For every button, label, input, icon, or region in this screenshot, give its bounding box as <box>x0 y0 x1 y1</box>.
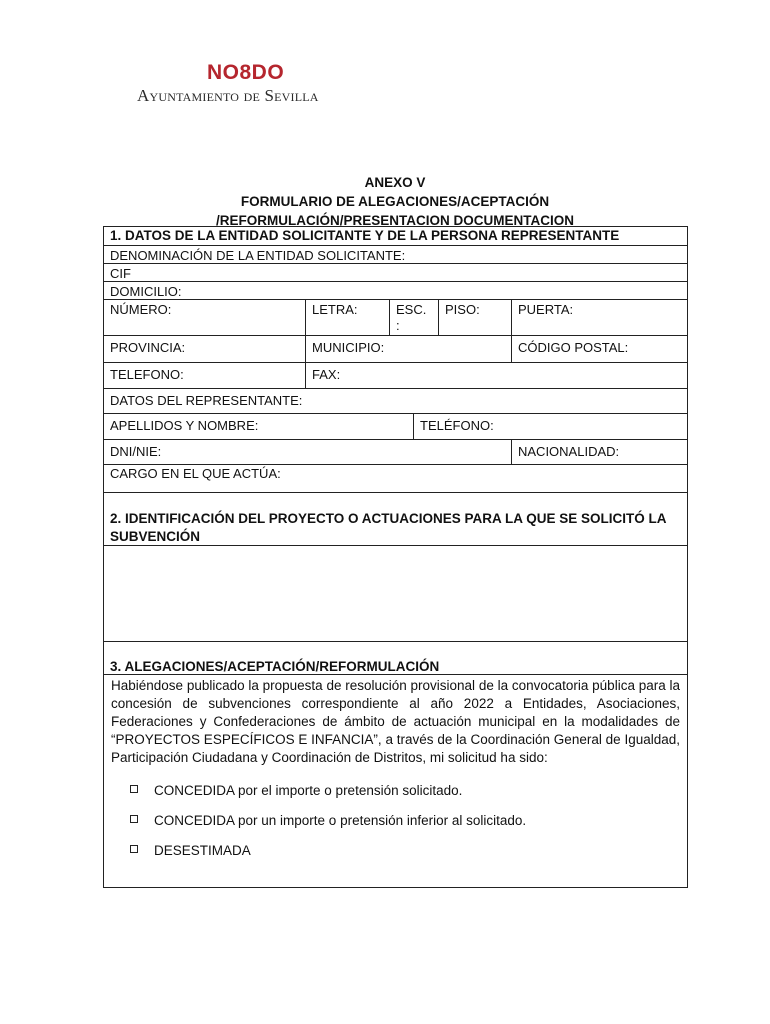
logo-wordmark: Ayuntamiento de Sevilla <box>137 86 319 105</box>
title-line-3: /REFORMULACIÓN/PRESENTACION DOCUMENTACION <box>216 213 574 228</box>
checkbox-icon[interactable] <box>130 785 138 793</box>
section3-heading: 3. ALEGACIONES/ACEPTACIÓN/REFORMULACIÓN <box>110 659 440 674</box>
ayuntamiento-logo <box>137 58 377 110</box>
section3-paragraph: Habiéndose publicado la propuesta de resolución provisional de la convocatoria pública para la concesión de subvenciones correspondiente al año 2022 a Entidades, Asociaciones, Federaciones y Confederaciones de ámbito de actuación municipal en la modalidades de “PROYECTOS ESPECÍFICOS E INFANCIA”, a través de la Coordinación General de Igualdad, Participación Ciudadana y Coordinación de Distritos, mi solicitud ha sido: <box>111 678 680 765</box>
section2-heading-row <box>104 493 687 546</box>
checkbox-icon[interactable] <box>130 815 138 823</box>
municipio-field[interactable]: MUNICIPIO: <box>305 336 511 362</box>
cargo-field[interactable]: CARGO EN EL QUE ACTÚA: <box>110 466 281 481</box>
cif-row <box>104 264 687 282</box>
piso-field[interactable]: PISO: <box>438 300 511 335</box>
section2-answer-area[interactable] <box>104 546 687 642</box>
document-title <box>100 173 690 230</box>
location-row <box>104 336 687 363</box>
provincia-field[interactable]: PROVINCIA: <box>110 340 186 355</box>
title-line-2: FORMULARIO DE ALEGACIONES/ACEPTACIÓN <box>240 194 550 209</box>
contact-row <box>104 363 687 389</box>
rep-name-row <box>104 414 687 440</box>
option-desestimada[interactable] <box>130 842 251 860</box>
telefono-field[interactable]: TELEFONO: <box>110 367 184 382</box>
dni-field[interactable]: DNI/NIE: <box>110 444 162 459</box>
rep-id-row <box>104 440 687 465</box>
cif-field[interactable]: CIF <box>110 266 131 281</box>
datos-representante-label: DATOS DEL REPRESENTANTE: <box>110 393 303 408</box>
domicilio-row <box>104 282 687 300</box>
section2-heading: 2. IDENTIFICACIÓN DEL PROYECTO O ACTUACIONES PARA LA QUE SE SOLICITÓ LA SUBVENCIÓN <box>110 511 667 544</box>
fax-field[interactable]: FAX: <box>305 363 687 388</box>
section1-heading-row <box>104 227 687 246</box>
apellidos-field[interactable]: APELLIDOS Y NOMBRE: <box>110 418 259 433</box>
telefono-rep-field[interactable]: TELÉFONO: <box>413 414 687 439</box>
puerta-field[interactable]: PUERTA: <box>511 300 687 335</box>
cargo-row <box>104 465 687 493</box>
option-concedida-inferior[interactable] <box>130 812 526 830</box>
denominacion-row <box>104 246 687 264</box>
section1-heading: 1. DATOS DE LA ENTIDAD SOLICITANTE Y DE LA PERSONA REPRESENTANTE <box>110 228 620 243</box>
representante-header-row <box>104 389 687 414</box>
codigo-postal-field[interactable]: CÓDIGO POSTAL: <box>511 336 687 362</box>
title-line-1: ANEXO V <box>364 175 426 190</box>
checkbox-icon[interactable] <box>130 845 138 853</box>
no8do-emblem: NO8DO <box>207 61 285 84</box>
numero-field[interactable]: NÚMERO: <box>110 302 172 317</box>
letra-field[interactable]: LETRA: <box>305 300 389 335</box>
form-table <box>103 226 688 888</box>
section3-heading-row <box>104 642 687 675</box>
option-concedida-total[interactable] <box>130 782 462 800</box>
nacionalidad-field[interactable]: NACIONALIDAD: <box>511 440 687 464</box>
domicilio-field[interactable]: DOMICILIO: <box>110 284 182 299</box>
option-label: CONCEDIDA por el importe o pretensión solicitado. <box>154 783 463 798</box>
option-label: CONCEDIDA por un importe o pretensión inferior al solicitado. <box>154 813 527 828</box>
esc-field[interactable]: ESC. : <box>389 300 438 335</box>
address-detail-row <box>104 300 687 336</box>
denominacion-field[interactable]: DENOMINACIÓN DE LA ENTIDAD SOLICITANTE: <box>110 248 406 263</box>
option-label: DESESTIMADA <box>154 843 251 858</box>
